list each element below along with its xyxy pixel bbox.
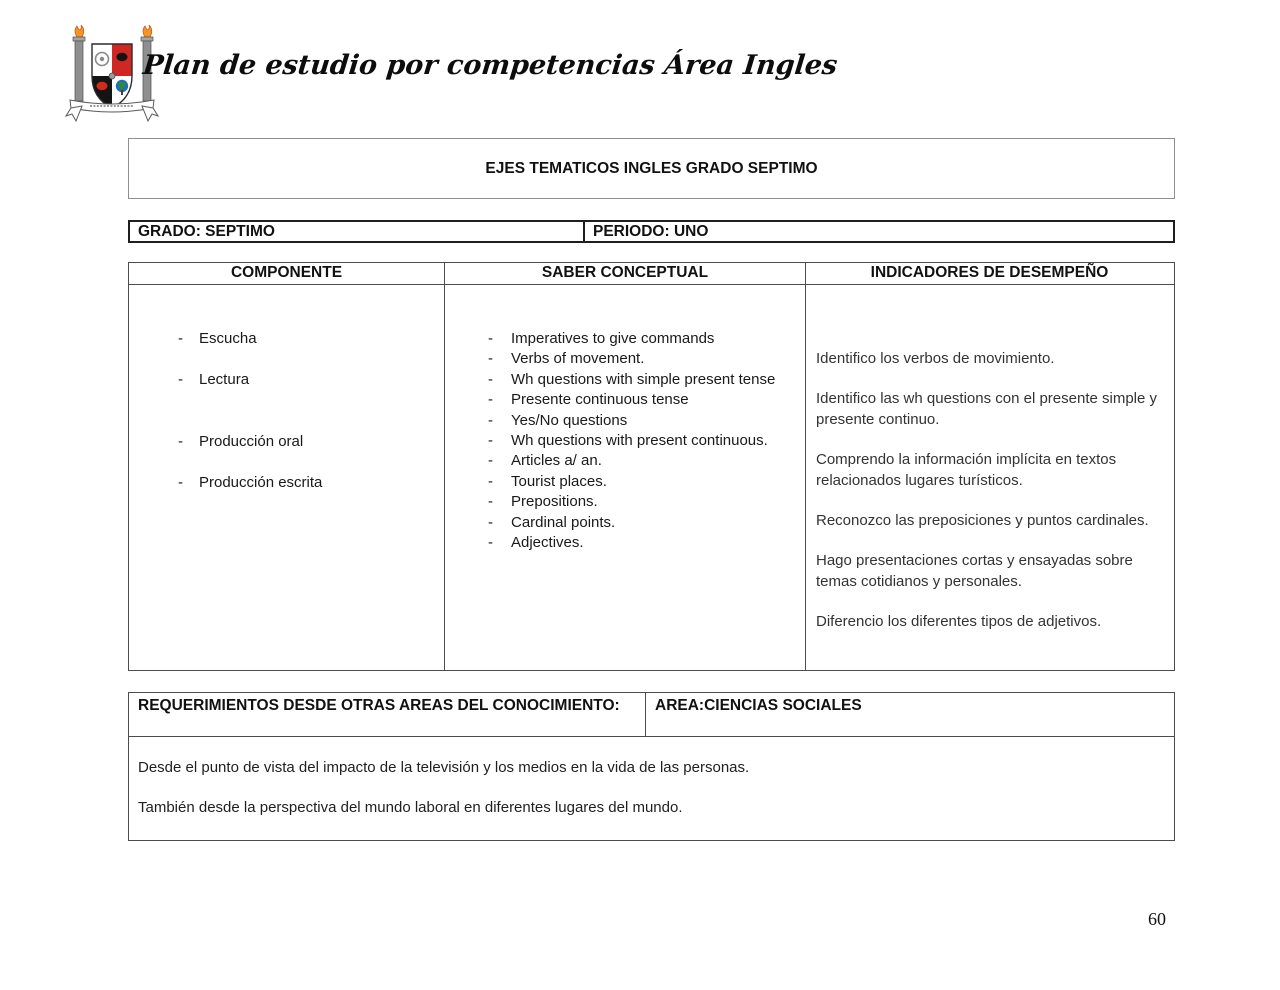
dash-bullet: - [488,350,493,368]
dash-bullet: - [488,411,493,429]
list-item-text: Tourist places. [511,472,607,490]
column-header-componente: COMPONENTE [129,263,445,284]
dash-bullet: - [488,513,493,531]
page-number: 60 [1148,909,1166,929]
list-item-text: Wh questions with simple present tense [511,370,776,388]
list-item [129,432,444,452]
requirements-header-row [129,693,1174,737]
column-header-saber-conceptual: SABER CONCEPTUAL [445,263,806,284]
requirements-body-cell [129,737,1174,840]
indicator-paragraph: Diferencio los diferentes tipos de adjetivos. [816,613,1102,631]
list-item-text: Presente continuous tense [511,391,689,409]
list-item-text: Prepositions. [511,493,598,511]
dash-bullet: - [488,472,493,490]
list-item [445,370,805,390]
dash-bullet: - [488,391,493,409]
page-title: EJES TEMATICOS INGLES GRADO SEPTIMO [485,159,818,177]
requirements-table [128,692,1175,841]
list-item [445,472,805,492]
list-item [129,370,444,390]
list-item-text: Imperatives to give commands [511,330,715,347]
list-item-text: Cardinal points. [511,513,616,531]
grade-period-table [128,220,1175,243]
list-item-text: Articles a/ an. [511,452,602,470]
dash-bullet: - [488,493,493,511]
list-item-text: Producción oral [199,432,304,450]
title-box [128,138,1175,199]
list-item [445,349,805,369]
column-header-indicadores: INDICADORES DE DESEMPEÑO [870,264,1109,282]
grade-cell: GRADO: SEPTIMO [130,222,585,241]
indicator-paragraph: Comprendo la información implícita en textos relacionados lugares turísticos. [816,451,1117,489]
dash-bullet: - [178,432,183,450]
dash-bullet: - [488,330,493,347]
list-item-text: Lectura [199,371,250,389]
dash-bullet: - [488,534,493,552]
dash-bullet: - [178,330,183,347]
indicator-paragraph: Hago presentaciones cortas y ensayadas sobre temas cotidianos y personales. [816,552,1133,590]
requirements-paragraph: Desde el punto de vista del impacto de la televisión y los medios en la vida de las personas. [138,759,750,776]
thematic-axes-table [128,262,1175,671]
list-item-text: Yes/No questions [511,411,628,429]
list-item [129,329,444,349]
list-item [445,411,805,431]
list-item [445,390,805,410]
dash-bullet: - [488,432,493,450]
dash-bullet: - [488,370,493,388]
componente-cell [129,285,445,670]
list-item [445,533,805,553]
componente-list [129,285,444,494]
list-item [445,513,805,533]
list-item [445,431,805,451]
list-item [445,492,805,512]
dash-bullet: - [488,452,493,470]
list-item-text: Producción escrita [199,474,323,492]
area-header-label: AREA:CIENCIAS SOCIALES [655,697,862,714]
table-header-row [129,263,1174,285]
list-item-text: Adjectives. [511,534,584,552]
list-item [445,329,805,349]
dash-bullet: - [178,474,183,492]
saber-conceptual-list [445,285,805,553]
list-item [445,451,805,471]
list-item-text: Wh questions with present continuous. [511,432,768,450]
list-item [129,473,444,493]
document-header-title: Plan de estudio por competencias Área Ingles [141,50,839,81]
indicator-paragraph: Identifico los verbos de movimiento. [816,350,1055,367]
indicator-paragraph: Identifico las wh questions con el presente simple y presente continuo. [816,390,1158,428]
indicadores-cell [806,285,1173,670]
dash-bullet: - [178,371,183,389]
requirements-header-label: REQUERIMIENTOS DESDE OTRAS AREAS DEL CONOCIMIENTO: [129,693,646,736]
indicadores-paragraphs [806,285,1173,633]
table-body-row [129,285,1174,670]
requirements-paragraph: También desde la perspectiva del mundo laboral en diferentes lugares del mundo. [138,799,683,817]
indicator-paragraph: Reconozco las preposiciones y puntos cardinales. [816,512,1149,530]
saber-conceptual-cell [445,285,806,670]
period-cell: PERIODO: UNO [593,222,709,240]
list-item-text: Verbs of movement. [511,350,645,368]
list-item-text: Escucha [199,330,257,347]
